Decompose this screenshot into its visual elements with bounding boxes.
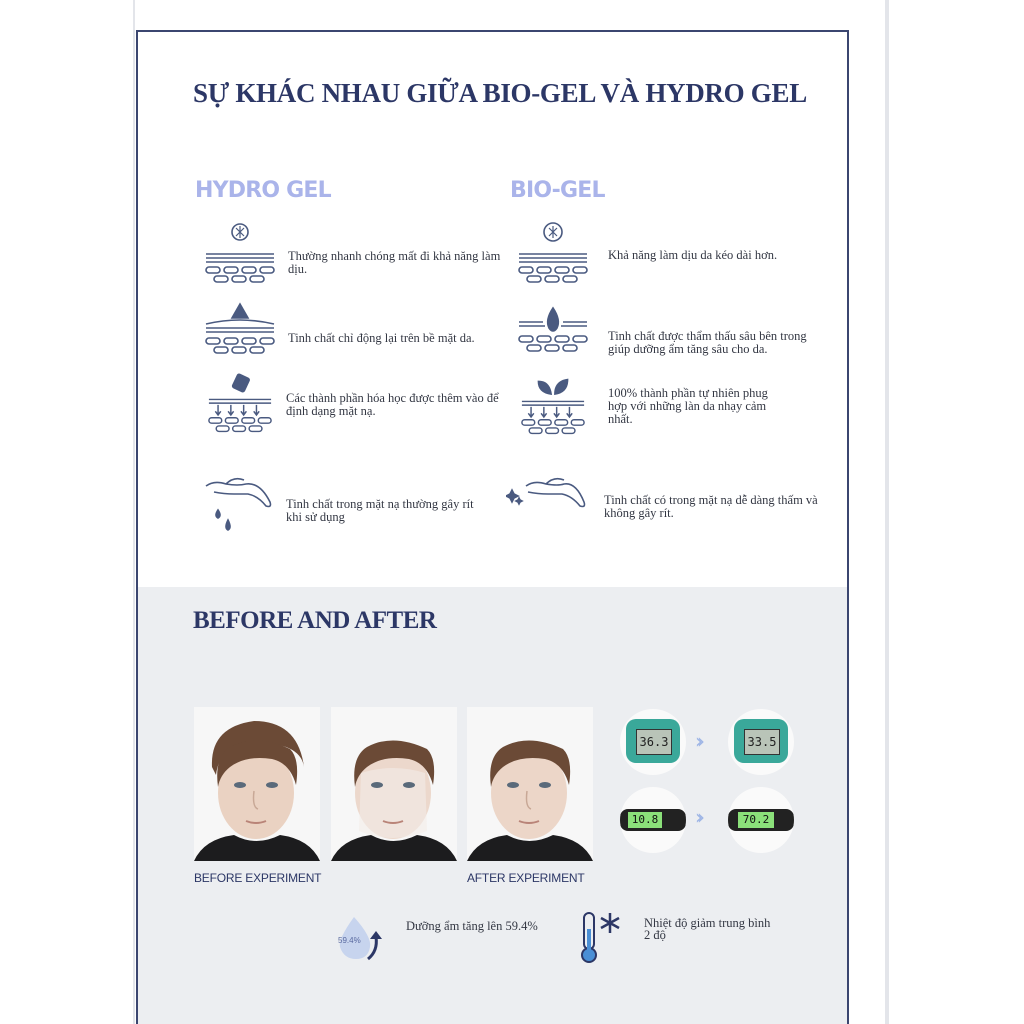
- page-title: SỰ KHÁC NHAU GIỮA BIO-GEL VÀ HYDRO GEL: [193, 78, 807, 108]
- skin-cooling-icon: [513, 220, 593, 284]
- meter-readout: 70.2: [738, 812, 774, 828]
- right-margin: [885, 0, 1024, 1024]
- chemical-bottle-icon: [200, 372, 280, 436]
- during-photo: [331, 707, 457, 861]
- hydro-feature-text: Tinh chất chỉ động lại trên bề mặt da.: [288, 331, 475, 345]
- hydro-gel-heading: HYDRO GEL: [195, 178, 331, 203]
- skin-cooling-icon: [200, 220, 280, 284]
- hydro-feature-text: Thường nhanh chóng mất đi khả năng làm dịu.: [288, 249, 501, 276]
- temperature-stat-text: Nhiệt độ giảm trung bình 2 độ: [644, 916, 771, 942]
- bio-gel-heading: BIO-GEL: [510, 178, 605, 203]
- thermometer-snowflake-icon: [580, 909, 628, 965]
- bio-feature-text: Tinh chất được thẩm thấu sâu bên trong giúp dưỡng ẩm tăng sâu cho da.: [608, 329, 807, 356]
- leaf-icon: [513, 374, 593, 438]
- hydro-feature-text: Tinh chất trong mặt nạ thường gây rít khi sử dụng: [286, 497, 474, 524]
- moisture-badge: 59.4%: [338, 936, 361, 945]
- before-after-section: [138, 587, 847, 1024]
- moisture-stat-text: Dưỡng ẩm tăng lên 59.4%: [406, 919, 538, 933]
- bio-feature-text: Khả năng làm dịu da kéo dài hơn.: [608, 248, 778, 262]
- after-photo: [467, 707, 593, 861]
- chevron-right-icon: ››: [695, 729, 699, 753]
- hand-dripping-icon: [200, 472, 280, 536]
- skin-surface-drop-icon: [200, 298, 280, 362]
- moisture-meter-before: [620, 787, 686, 853]
- document-page: [136, 30, 849, 1024]
- skin-deep-drop-icon: [513, 302, 593, 366]
- bio-feature-text: Tinh chất có trong mặt nạ dễ dàng thấm và không gây rít.: [604, 493, 818, 520]
- moisture-meter-after: [728, 787, 794, 853]
- before-after-title: BEFORE AND AFTER: [193, 607, 437, 634]
- bio-feature-text: 100% thành phần tự nhiên phug hợp với những làn da nhạy cảm nhất.: [608, 386, 768, 426]
- before-photo: [194, 707, 320, 861]
- left-margin: [0, 0, 135, 1024]
- thermometer-after: [728, 709, 794, 775]
- thermometer-before: [620, 709, 686, 775]
- hand-sparkle-icon: [506, 472, 586, 536]
- meter-readout: 33.5: [744, 729, 780, 755]
- after-label: AFTER EXPERIMENT: [467, 871, 585, 885]
- chevron-right-icon: ››: [695, 805, 699, 829]
- meter-readout: 36.3: [636, 729, 672, 755]
- meter-readout: 10.8: [628, 812, 662, 828]
- before-label: BEFORE EXPERIMENT: [194, 871, 322, 885]
- hydro-feature-text: Các thành phần hóa học được thêm vào để định dạng mặt nạ.: [286, 391, 499, 418]
